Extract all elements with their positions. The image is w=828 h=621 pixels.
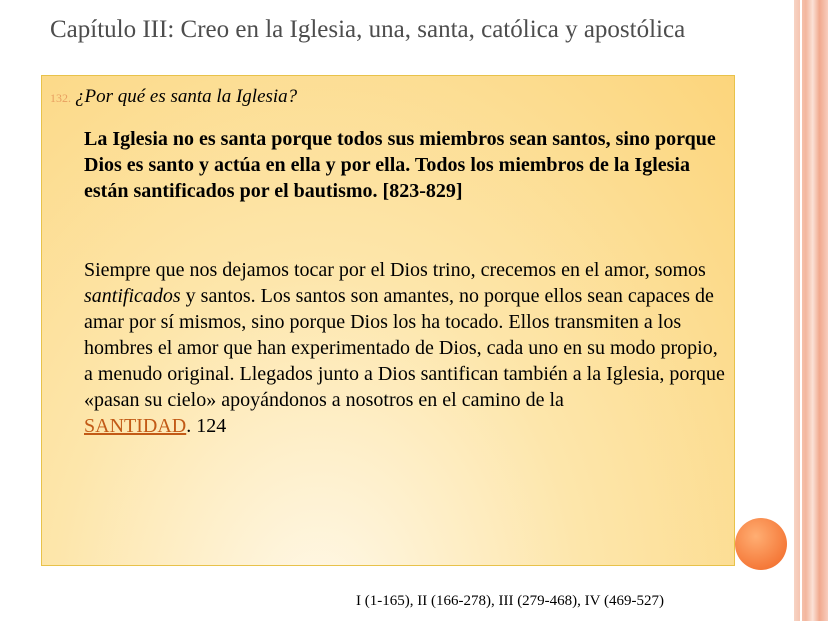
decorative-side-line <box>800 0 802 621</box>
body-part-2: y santos. Los santos son amantes, no porque ellos sean capaces de amar por sí mismos, sino porque Dios los ha tocado. Ellos transmiten a los hombres el amor que han experimentado de Dios, cada uno en su modo propio, a menudo original. Llegados junto a Dios santifican también a la Iglesia, porque «pasan su cielo» apoyándonos a nosotros en el camino de la <box>84 285 725 411</box>
answer-text: La Iglesia no es santa porque todos sus miembros sean santos, sino porque Dios es santo y actúa en ella y por ella. Todos los miembros de la Iglesia están santificados por el bautismo. [823-829] <box>84 128 716 202</box>
body-part-1: Siempre que nos dejamos tocar por el Dios trino, crecemos en el amor, somos <box>84 259 706 281</box>
question-text: ¿Por qué es santa la Iglesia? <box>75 86 298 107</box>
question-number: 132. <box>50 91 71 105</box>
slide-title: Capítulo III: Creo en la Iglesia, una, santa, católica y apostólica <box>50 16 686 43</box>
content-box <box>41 75 735 566</box>
santidad-link[interactable]: SANTIDAD <box>84 415 187 437</box>
footer-ranges: I (1-165), II (166-278), III (279-468), IV (469-527) <box>356 593 664 609</box>
body-ref: 124 <box>196 415 227 437</box>
question-line <box>50 86 710 108</box>
body-paragraph <box>84 257 729 439</box>
body-part-3: . <box>186 415 197 437</box>
body-italic: santificados <box>84 285 181 307</box>
decorative-circle <box>735 518 787 570</box>
